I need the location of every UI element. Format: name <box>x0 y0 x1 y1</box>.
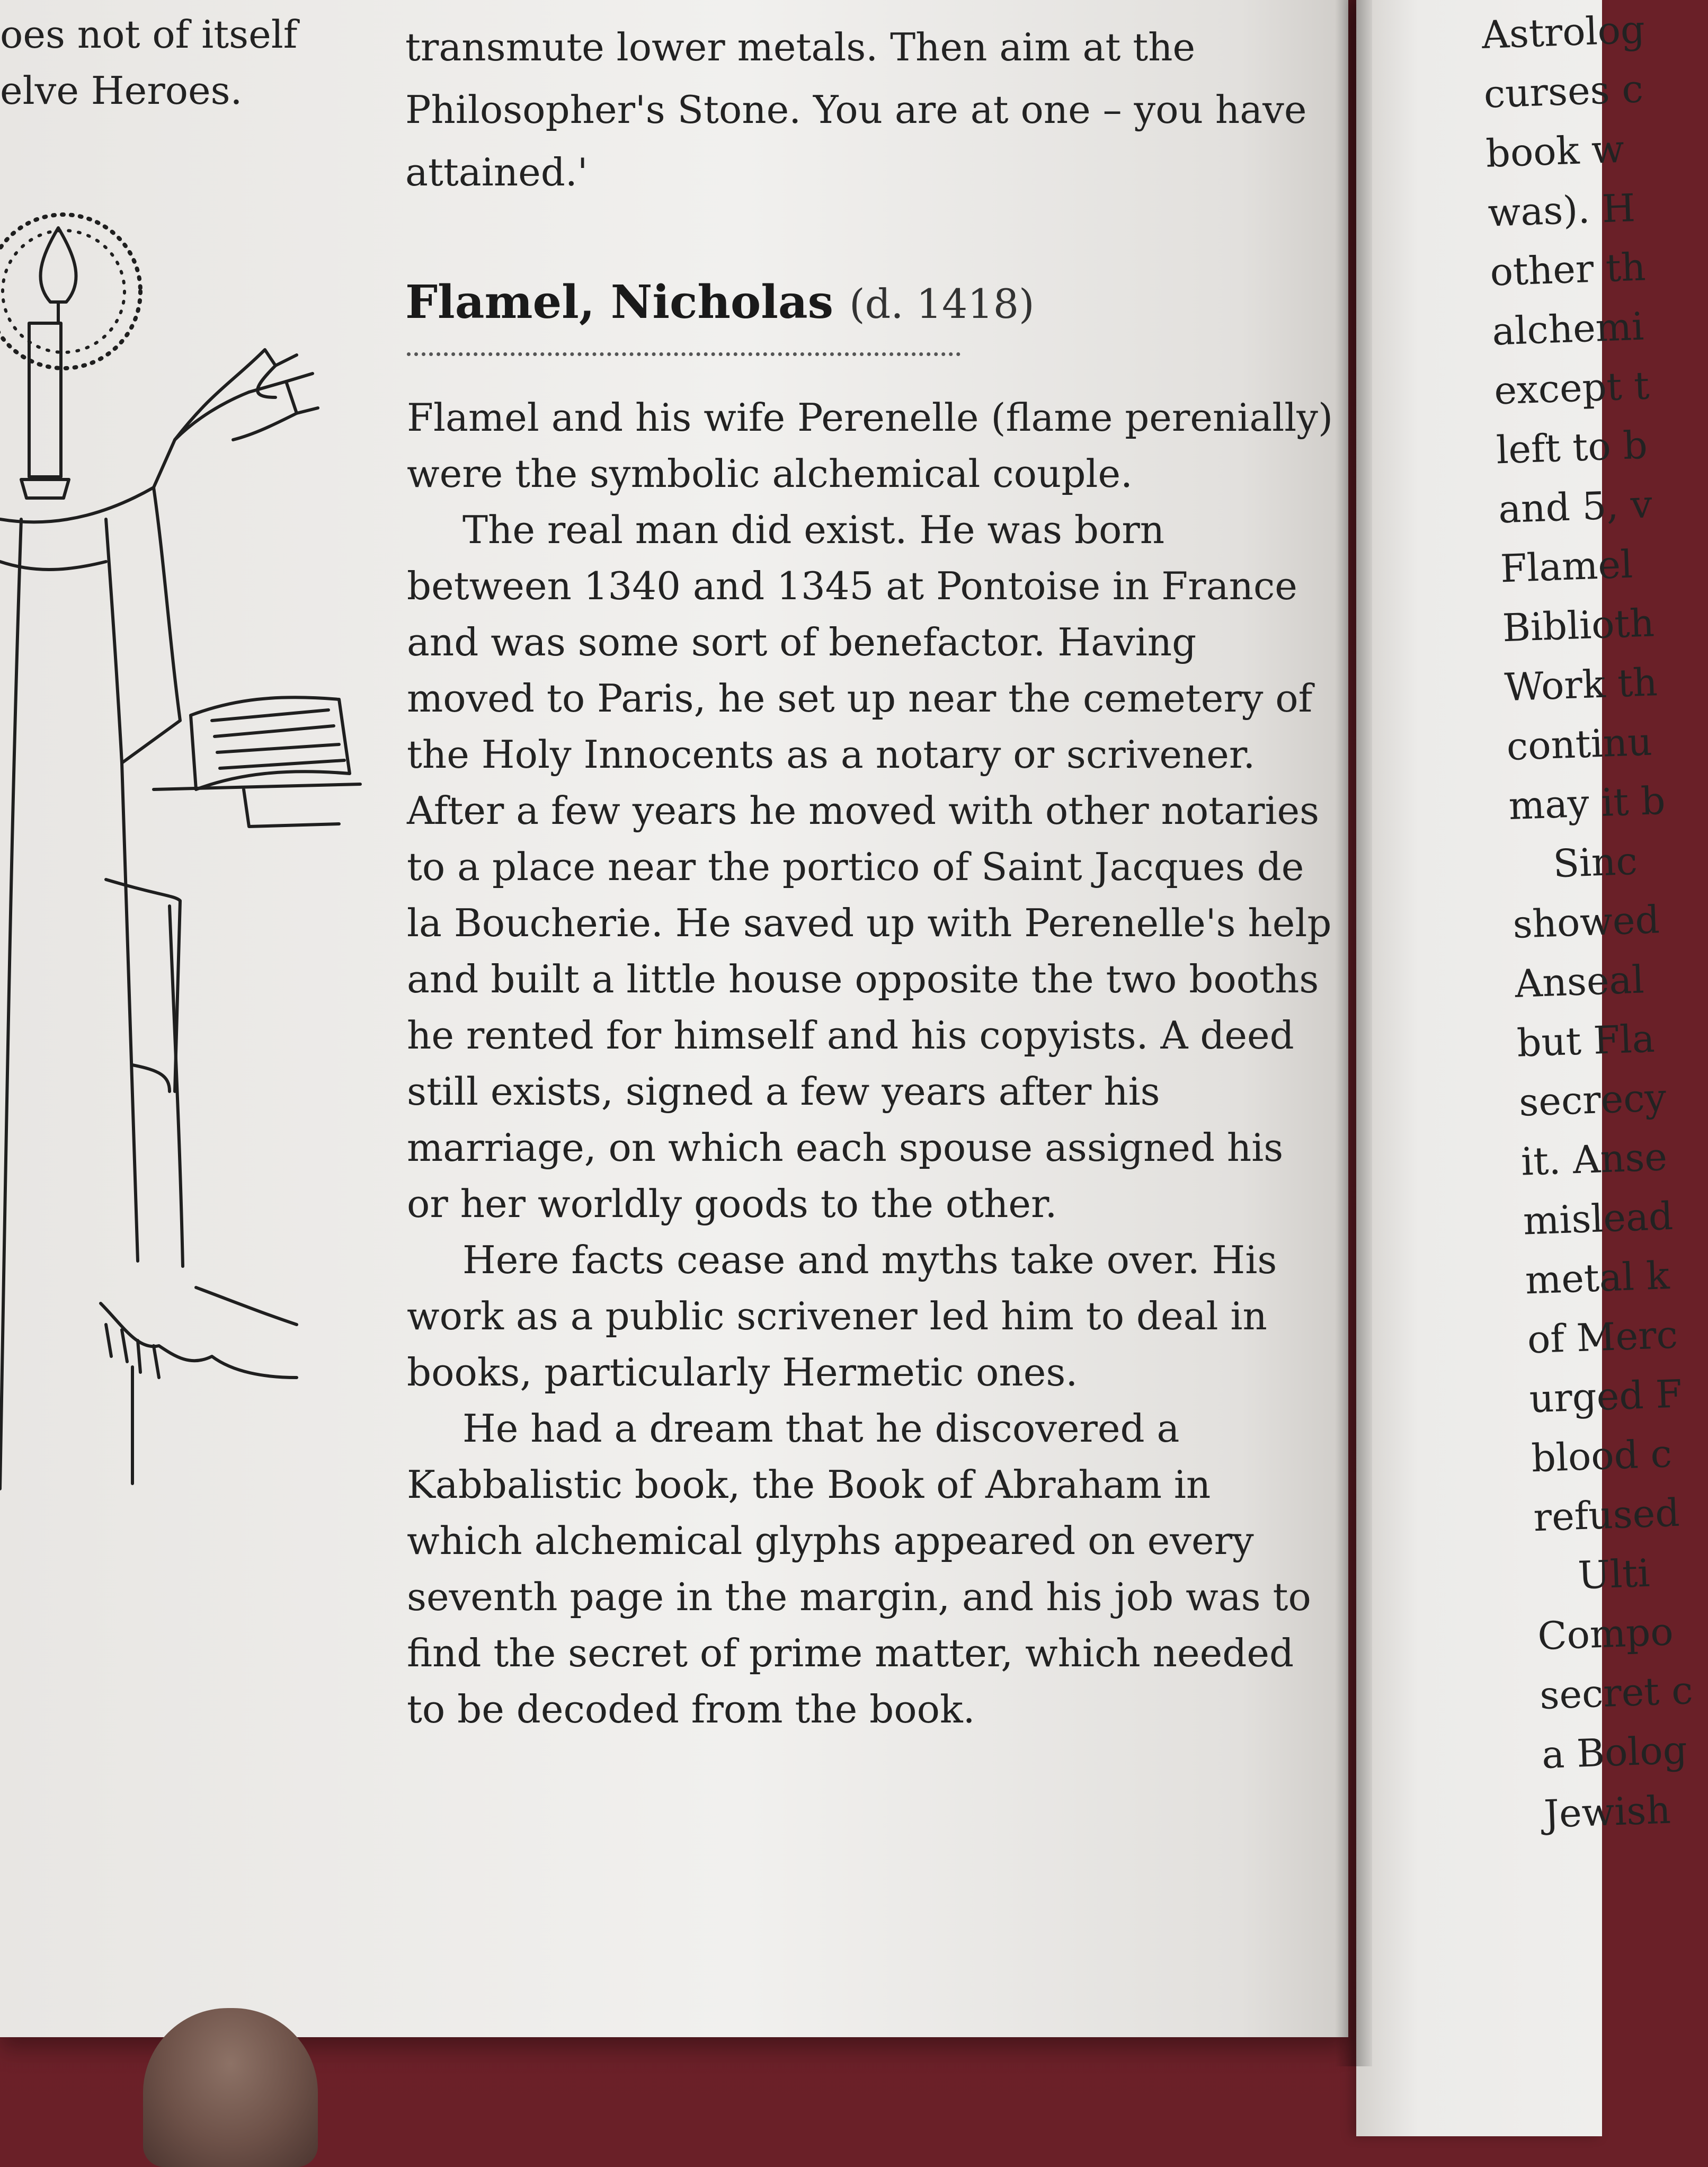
right-page-line: urged F <box>1528 1371 1683 1422</box>
body-line: to be decoded from the book. <box>407 1687 975 1731</box>
right-page-line: secret c <box>1538 1667 1694 1718</box>
entry-body <box>407 389 1333 1737</box>
body-line: the Holy Innocents as a notary or scrivener. <box>407 732 1256 777</box>
body-line: The real man did exist. He was born <box>462 508 1165 552</box>
body-line: were the symbolic alchemical couple. <box>407 451 1133 496</box>
right-page-line: blood c <box>1531 1431 1673 1481</box>
body-line: books, particularly Hermetic ones. <box>407 1350 1078 1395</box>
book-gutter-shadow <box>1335 0 1372 2066</box>
body-line: He had a dream that he discovered a <box>462 1406 1180 1451</box>
left-column-text <box>0 5 297 118</box>
right-page-line: and 5, v <box>1497 482 1653 532</box>
body-line: between 1340 and 1345 at Pontoise in France <box>407 564 1297 608</box>
body-line: Kabbalistic book, the Book of Abraham in <box>407 1462 1211 1507</box>
body-line: marriage, on which each spouse assigned his <box>407 1125 1284 1170</box>
entry-heading <box>405 276 1035 329</box>
right-page-line: continu <box>1506 719 1653 769</box>
entry-dates: (d. 1418) <box>849 280 1035 327</box>
right-page-line: refused <box>1533 1490 1680 1540</box>
body-line: find the secret of prime matter, which needed <box>407 1631 1294 1675</box>
right-page-line: of Merc <box>1526 1312 1679 1362</box>
right-page-line: but Fla <box>1516 1016 1656 1065</box>
right-page-line: mislead <box>1522 1193 1674 1244</box>
alchemist-with-candle-and-book-illustration-icon <box>0 191 371 1489</box>
right-page-line: Anseal <box>1514 957 1645 1006</box>
body-line: la Boucherie. He saved up with Perenelle's help <box>407 901 1332 945</box>
right-page-line: Astrolog <box>1481 7 1646 57</box>
right-page-line: was). H <box>1487 185 1636 235</box>
right-page-line: other th <box>1489 244 1647 295</box>
continuation-line: transmute lower metals. Then aim at the <box>405 25 1196 69</box>
previous-entry-continuation <box>405 16 1306 203</box>
right-page-line: book w <box>1485 126 1625 176</box>
right-page-line: may it b <box>1508 778 1666 829</box>
body-line: he rented for himself and his copyists. A deed <box>407 1013 1294 1058</box>
body-line: work as a public scrivener led him to deal in <box>407 1294 1267 1338</box>
right-page-line: Flamel <box>1499 541 1634 591</box>
left-column-line: elve Heroes. <box>0 68 243 113</box>
right-page-line: Sinc <box>1552 838 1639 886</box>
body-line: still exists, signed a few years after his <box>407 1069 1160 1114</box>
right-page-line: alchemi <box>1491 304 1645 354</box>
continuation-line: Philosopher's Stone. You are at one – you have <box>405 87 1307 132</box>
right-page-line: Work th <box>1504 660 1658 710</box>
body-line: seventh page in the margin, and his job was to <box>407 1575 1311 1619</box>
right-page-line: Biblioth <box>1501 600 1656 651</box>
body-line: which alchemical glyphs appeared on every <box>407 1518 1254 1563</box>
right-page-line: Compo <box>1537 1609 1674 1659</box>
right-page-line: secrecy <box>1518 1075 1667 1125</box>
body-line: to a place near the portico of Saint Jacques de <box>407 845 1304 889</box>
body-line: moved to Paris, he set up near the cemetery of <box>407 676 1313 721</box>
body-line: and built a little house opposite the two booths <box>407 957 1319 1001</box>
body-line: Flamel and his wife Perenelle (flame perenially) <box>407 395 1333 440</box>
body-line: After a few years he moved with other notaries <box>407 788 1320 833</box>
entry-name: Flamel, Nicholas <box>405 276 834 329</box>
body-line: Here facts cease and myths take over. His <box>462 1238 1277 1282</box>
right-page-line: metal k <box>1524 1253 1670 1303</box>
heading-dotted-rule <box>407 352 960 356</box>
right-page-line: Jewish <box>1543 1787 1671 1836</box>
right-page-line: showed <box>1512 897 1660 947</box>
body-line: and was some sort of benefactor. Having <box>407 620 1197 664</box>
right-page-line: a Bolog <box>1541 1727 1688 1777</box>
right-page-line: curses c <box>1483 66 1644 117</box>
left-column-line: oes not of itself <box>0 12 298 57</box>
thumb <box>143 2008 318 2167</box>
right-page-line: left to b <box>1495 422 1648 473</box>
continuation-line: attained.' <box>405 150 588 194</box>
right-page-line: Ulti <box>1577 1550 1651 1598</box>
right-page-line: it. Anse <box>1520 1134 1668 1184</box>
body-line: or her worldly goods to the other. <box>407 1182 1057 1226</box>
right-page-line: except t <box>1493 363 1650 413</box>
